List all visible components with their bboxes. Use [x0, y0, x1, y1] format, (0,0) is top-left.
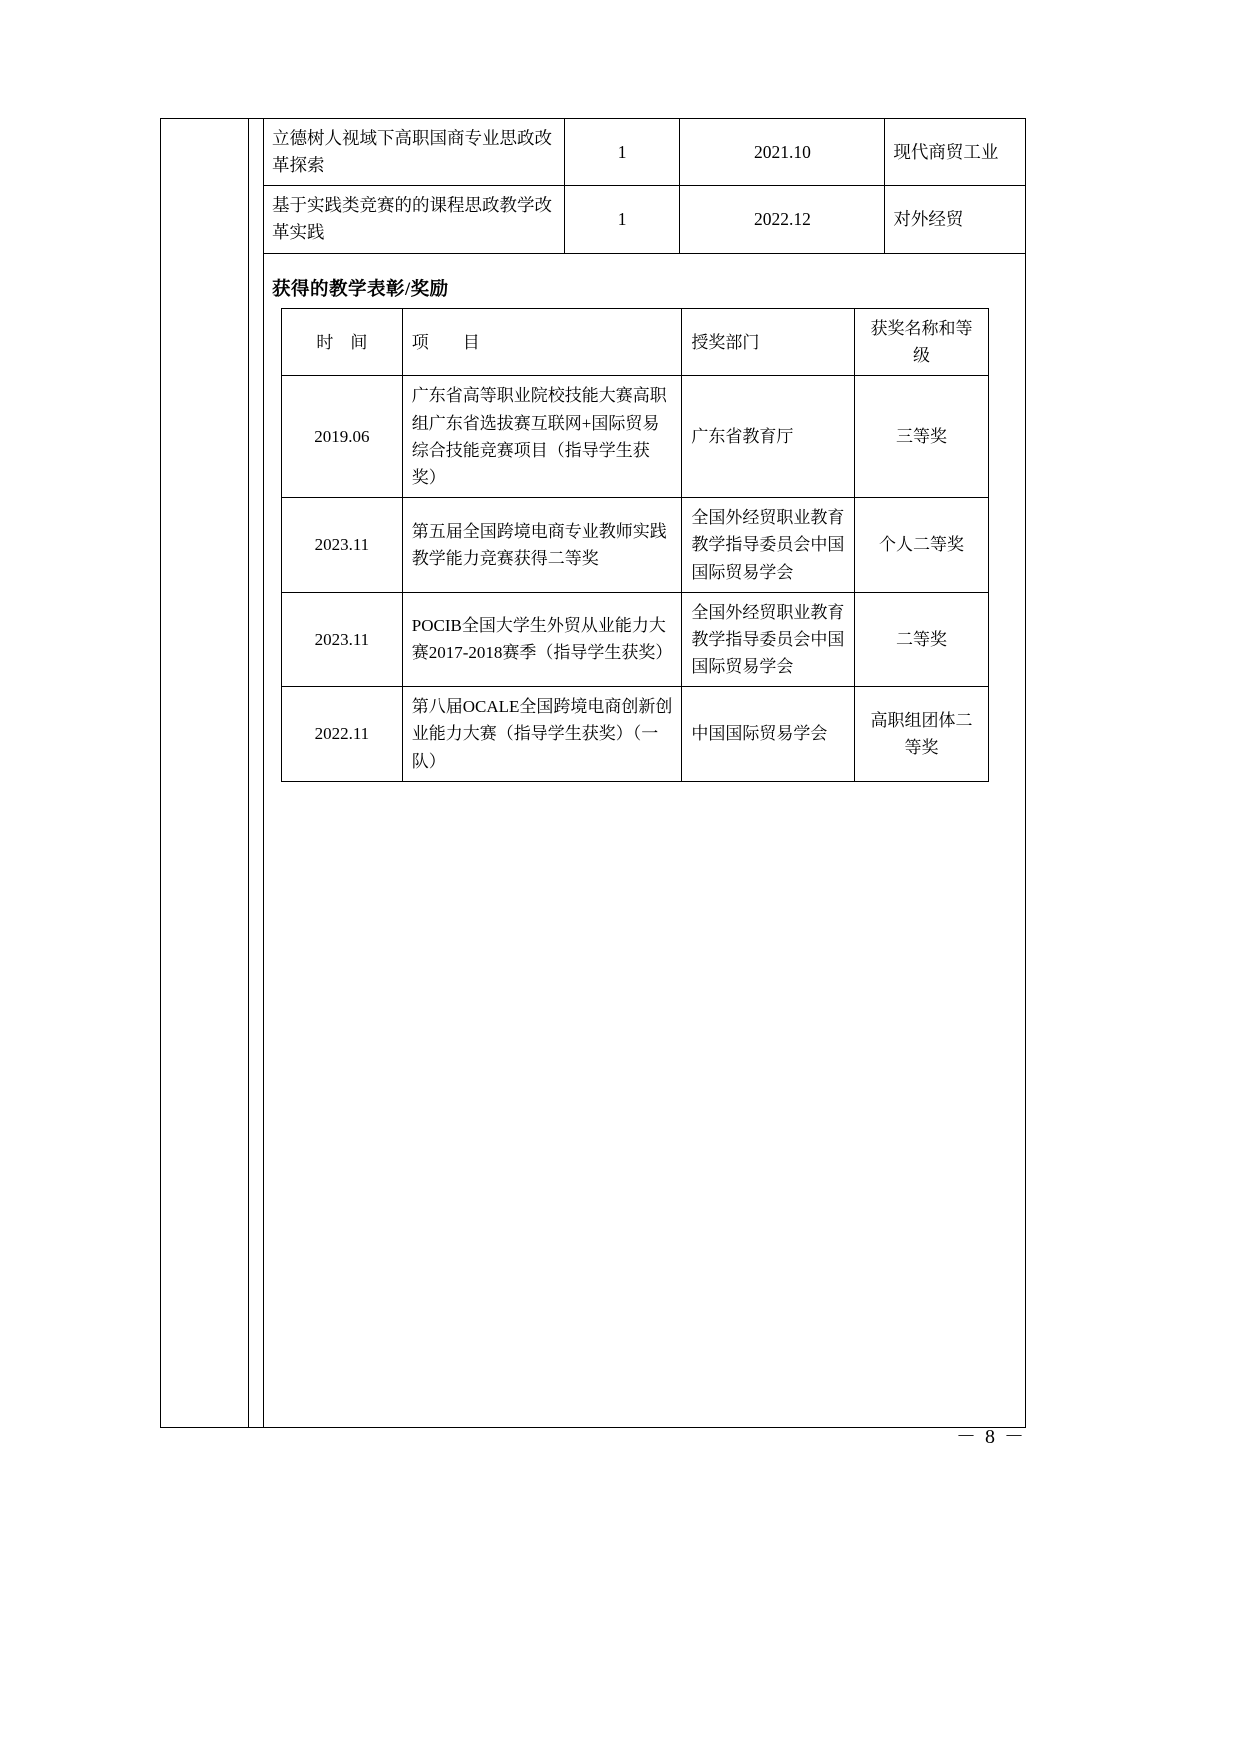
- column-header-item: 项 目: [402, 309, 682, 376]
- award-dept: 中国国际贸易学会: [682, 687, 855, 782]
- frame-divider-left: [248, 118, 249, 1428]
- paper-title: 基于实践类竞赛的的课程思政教学改革实践: [264, 186, 565, 253]
- awards-table: [281, 308, 989, 782]
- paper-date: 2021.10: [680, 119, 885, 186]
- paper-title: 立德树人视域下高职国商专业思政改革探索: [264, 119, 565, 186]
- award-item: 广东省高等职业院校技能大赛高职组广东省选拔赛互联网+国际贸易综合技能竞赛项目（指导学生获奖）: [402, 376, 682, 498]
- award-time: 2023.11: [282, 498, 403, 593]
- table-row: [282, 376, 989, 498]
- papers-table: [263, 118, 1026, 254]
- award-level: 个人二等奖: [855, 498, 989, 593]
- award-dept: 全国外经贸职业教育教学指导委员会中国国际贸易学会: [682, 498, 855, 593]
- column-header-dept: 授奖部门: [682, 309, 855, 376]
- table-header-row: [282, 309, 989, 376]
- table-row: [282, 687, 989, 782]
- table-row: [282, 592, 989, 687]
- award-level: 二等奖: [855, 592, 989, 687]
- frame-divider-inner: [263, 118, 264, 1428]
- award-dept: 全国外经贸职业教育教学指导委员会中国国际贸易学会: [682, 592, 855, 687]
- column-header-time: 时 间: [282, 309, 403, 376]
- paper-count: 1: [564, 186, 680, 253]
- award-time: 2023.11: [282, 592, 403, 687]
- award-level: 高职组团体二等奖: [855, 687, 989, 782]
- award-time: 2019.06: [282, 376, 403, 498]
- table-row: [282, 498, 989, 593]
- award-time: 2022.11: [282, 687, 403, 782]
- award-level: 三等奖: [855, 376, 989, 498]
- paper-journal: 现代商贸工业: [885, 119, 1026, 186]
- awards-section-heading: 获得的教学表彰/奖励: [272, 280, 449, 300]
- award-item: 第五届全国跨境电商专业教师实践教学能力竞赛获得二等奖: [402, 498, 682, 593]
- paper-count: 1: [564, 119, 680, 186]
- paper-date: 2022.12: [680, 186, 885, 253]
- page-number: － 8 －: [956, 1426, 1026, 1448]
- award-item: POCIB全国大学生外贸从业能力大赛2017-2018赛季（指导学生获奖）: [402, 592, 682, 687]
- paper-journal: 对外经贸: [885, 186, 1026, 253]
- award-item: 第八届OCALE全国跨境电商创新创业能力大赛（指导学生获奖）（一队）: [402, 687, 682, 782]
- table-row: [264, 186, 1026, 253]
- table-row: [264, 119, 1026, 186]
- award-dept: 广东省教育厅: [682, 376, 855, 498]
- column-header-award: 获奖名称和等级: [855, 309, 989, 376]
